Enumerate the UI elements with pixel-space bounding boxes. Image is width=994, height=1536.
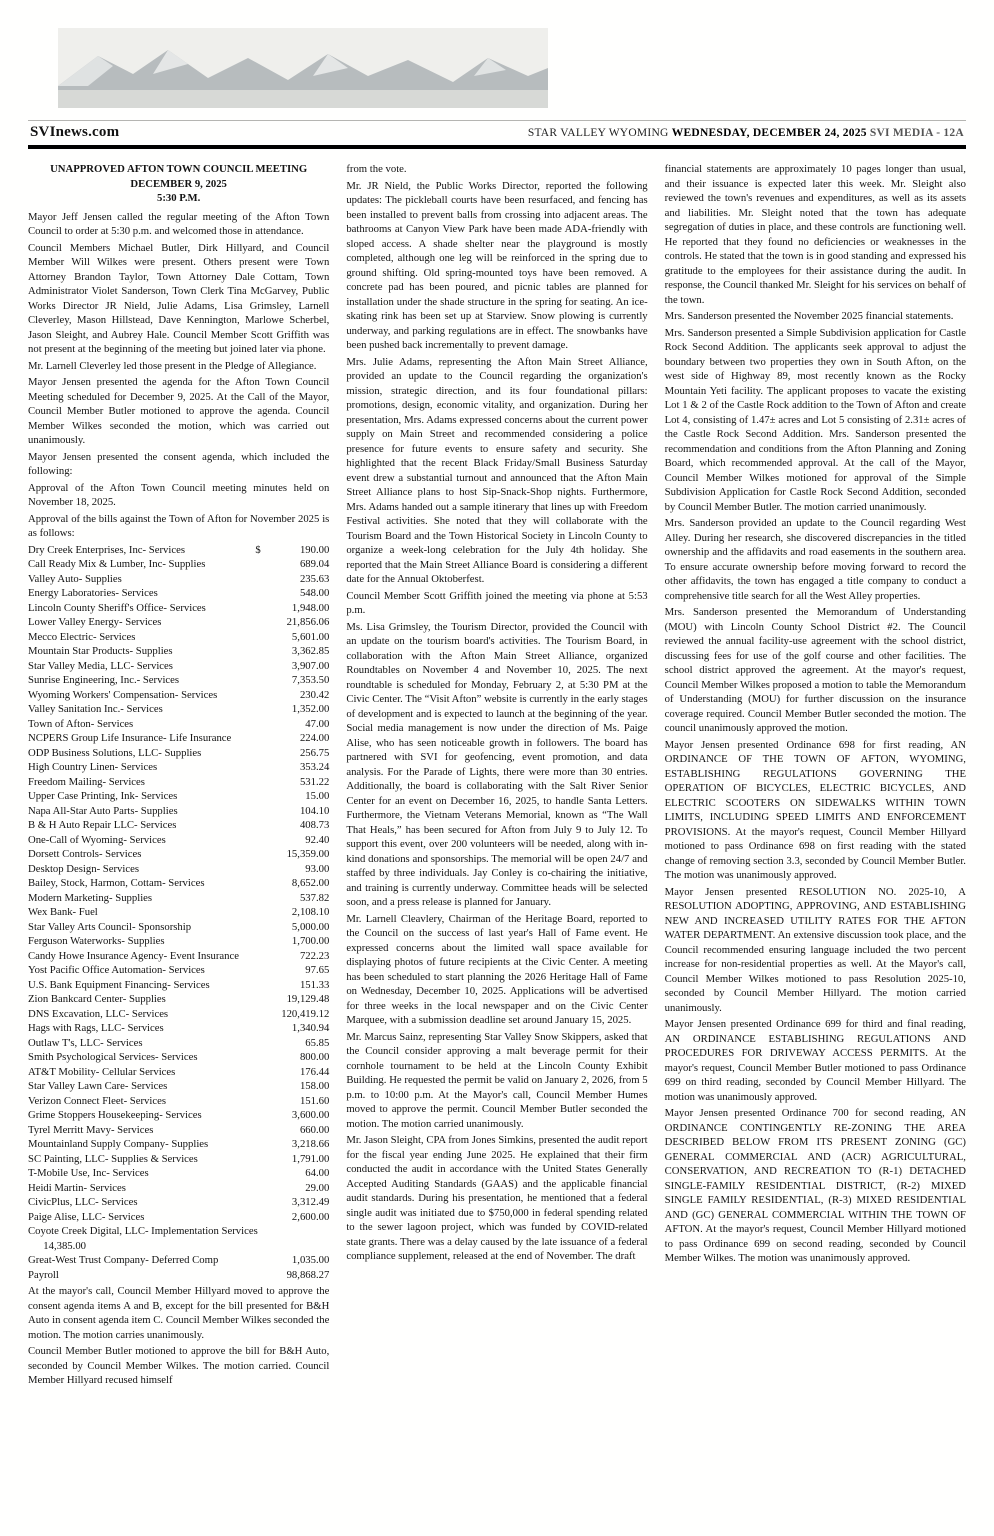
paragraph: Mr. Larnell Cleverley led those present in the Pledge of Allegiance. — [28, 359, 317, 372]
bill-name: Star Valley Lawn Care- Services — [28, 1080, 168, 1092]
article-body — [28, 162, 966, 1390]
bill-row — [28, 717, 329, 732]
bill-name: Dorsett Controls- Services — [28, 848, 142, 860]
subheader-bar — [28, 120, 966, 149]
bill-row — [28, 601, 329, 616]
bill-row — [28, 1007, 329, 1022]
paragraph: Council Members Michael Butler, Dirk Hillyard, and Council Member Will Wilkes were present. Others present were Town Attorney Brandon Taylor, Town Attorney Dale Cottam, Town Administrator Violet Sanderson, Town Clerk Tina McGarvey, Public Works Director JR Nield, Julie Adams, Lisa Grimsley, Larnell Cleverley, Mason Hillstead, Dave Kennington, Marlowe Scherbel, Jason Sleight, and Aubrey Hale. Council Member Scott Griffith was not present at the beginning of the meeting but joined later via phone. — [28, 241, 330, 355]
bill-amount: 689.04 — [299, 558, 330, 570]
bill-name: Great-West Trust Company- Deferred Comp — [28, 1254, 219, 1266]
bill-name: NCPERS Group Life Insurance- Life Insurance — [28, 732, 232, 744]
bill-name: Mountain Star Products- Supplies — [28, 645, 173, 657]
bill-name: Tyrel Merritt Mavy- Services — [28, 1123, 154, 1136]
bill-amount: 120,419.12 — [281, 1007, 330, 1020]
bill-amount: 104.10 — [299, 804, 330, 817]
column-1 — [28, 162, 329, 1390]
bill-name: SC Painting, LLC- Supplies & Services — [28, 1152, 198, 1165]
bill-amount: 3,312.49 — [291, 1196, 330, 1208]
bill-name: B & H Auto Repair LLC- Services — [28, 819, 177, 831]
notice-heading-line: 5:30 P.M. — [157, 192, 201, 204]
paragraph: Mr. Marcus Sainz, representing Star Valley Snow Skippers, asked that the Council consider approving a malt beverage permit for their cornhole tournament to be held at the Lincoln County Exhibit Building. He requested the permit be valid on January 2, 2026, from 5 p.m. to 10:00 p.m. At the Mayor's call, Council Member Humes moved to approve the permit. Council Member Butler seconded the motion. The motion carried unanimously. — [346, 1030, 648, 1130]
paragraph: Approval of the bills against the Town of Afton for November 2025 is as follows: — [28, 512, 330, 539]
paragraph: At the mayor's call, Council Member Hillyard moved to approve the consent agenda items A and B, except for the bill presented for B&H Auto in consent agenda item C. Council Member Wilkes seconded the motion. The motion carries unanimously. — [28, 1285, 330, 1341]
bill-name: Freedom Mailing- Services — [28, 775, 145, 788]
bill-row — [28, 847, 329, 862]
bill-name: Verizon Connect Fleet- Services — [28, 1094, 167, 1107]
bill-name: Valley Auto- Supplies — [28, 572, 122, 585]
bill-row — [28, 644, 329, 659]
bill-name: Lincoln County Sheriff's Office- Services — [28, 601, 206, 614]
bill-name: Wex Bank- Fuel — [28, 906, 98, 918]
bill-name: Energy Laboratories- Services — [28, 587, 158, 599]
bill-amount: 800.00 — [299, 1051, 330, 1063]
bill-name: Upper Case Printing, Ink- Services — [28, 790, 178, 802]
notice-heading-line: UNAPPROVED AFTON TOWN COUNCIL MEETING — [50, 163, 308, 175]
paragraph: Council Member Butler motioned to approve the bill for B&H Auto, seconded by Council Member Wilkes. The motion carried. Council Member Hillyard recused himself — [28, 1345, 330, 1386]
dateline-location: STAR VALLEY WYOMING — [527, 127, 669, 139]
bill-row — [28, 543, 329, 558]
bill-row — [28, 963, 329, 978]
bill-row — [28, 862, 329, 877]
bill-row — [28, 688, 329, 703]
bill-amount: 158.00 — [299, 1080, 330, 1092]
bill-row — [28, 1268, 329, 1283]
column-3 — [665, 162, 966, 1390]
paragraph: Mr. Larnell Cleavlery, Chairman of the Heritage Board, reported to the Council on the success of last year's Hall of Fame event. He expressed concerns about the limited wall space available for displaying photos of future recipients at the Civic Center. A meeting has been scheduled to start planning the 2026 Heritage Hall of Fame on Wednesday, December 10, 2025. Applications will be advertised for three weeks in the local newspaper and on the Civic Center Marquee, with a submission deadline set around January 15, 2025. — [346, 912, 648, 1026]
bill-row — [28, 1079, 329, 1094]
bill-amount: 353.24 — [299, 761, 330, 773]
bill-amount: 98,868.27 — [286, 1268, 330, 1281]
bill-amount: 722.23 — [299, 949, 330, 962]
bill-currency: $ — [255, 543, 261, 556]
bill-name: Candy Howe Insurance Agency- Event Insurance — [28, 949, 239, 962]
bill-amount: 14,385.00 — [43, 1239, 86, 1252]
bill-row — [28, 1166, 329, 1181]
paragraph: Mayor Jensen presented Ordinance 699 for third and final reading, AN ORDINANCE ESTABLISHING REGULATIONS AND PROCEDURES FOR DRIVEWAY ACCESS PERMITS. At the mayor's request, Council Member Butler motioned to pass Ordinance 699 on third reading, seconded by Council Member Hillyard. The motion was unanimously approved. — [664, 1018, 966, 1103]
bill-name: Dry Creek Enterprises, Inc- Services — [28, 543, 185, 556]
bill-amount: 224.00 — [299, 732, 330, 744]
bill-amount: 2,600.00 — [291, 1210, 330, 1223]
bill-row — [28, 833, 329, 848]
paragraph: Mrs. Sanderson presented the November 2025 financial statements. — [664, 310, 954, 322]
bill-amount: 21,856.06 — [286, 616, 330, 628]
bill-row — [28, 1123, 329, 1138]
bill-row — [28, 659, 329, 674]
bill-row — [28, 1108, 329, 1123]
paragraph: Mr. JR Nield, the Public Works Director, reported the following updates: The pickleball courts have been resurfaced, and fencing has been installed to prevent balls from crossing into adjacent areas. The bathrooms at Canyon View Park have been made ADA-friendly with sloped access. A shade shelter near the playground is mostly completed, although one leg will be reinforced in the spring due to ground shifting. Old spring-mounted toys have been removed. A concrete pad has been poured, and picnic tables are planned for installation under the shade structure in the spring for seating. An ice-skating rink has been set up at Starview. Snow plowing is currently underway, and parking regulations are in effect. The snowbanks have been pushed back incrementally to prevent damage. — [346, 179, 648, 351]
bill-amount: 3,600.00 — [291, 1109, 330, 1121]
bill-row — [28, 572, 329, 587]
bill-row — [28, 891, 329, 906]
bill-amount: 15,359.00 — [286, 848, 330, 860]
bill-row — [28, 876, 329, 891]
bill-row — [28, 1253, 329, 1268]
bill-row — [28, 789, 329, 804]
bill-amount: 1,340.94 — [291, 1022, 330, 1034]
bill-amount: 230.42 — [299, 688, 330, 701]
bill-amount: 29.00 — [305, 1181, 330, 1194]
bill-amount: 19,129.48 — [286, 993, 330, 1005]
bill-name: AT&T Mobility- Cellular Services — [28, 1065, 176, 1078]
bill-amount: 256.75 — [299, 746, 330, 759]
bill-name: Grime Stoppers Housekeeping- Services — [28, 1109, 202, 1121]
col1-paragraphs — [28, 210, 329, 541]
bill-amount: 1,791.00 — [291, 1152, 330, 1165]
bill-amount: 8,652.00 — [291, 877, 330, 889]
bill-name: Outlaw T's, LLC- Services — [28, 1036, 143, 1049]
paragraph: Approval of the Afton Town Council meeting minutes held on November 18, 2025. — [28, 481, 330, 508]
paragraph: Mayor Jensen presented the agenda for the Afton Town Council Meeting scheduled for December 9, 2025. At the Call of the Mayor, Council Member Butler motioned to approve the agenda. Council Member Wilkes seconded the motion, which was carried out unanimously. — [28, 376, 330, 446]
bill-name: Smith Psychological Services- Services — [28, 1051, 198, 1063]
bill-row — [28, 1050, 329, 1065]
bill-amount: 531.22 — [299, 775, 330, 788]
col2-paragraphs — [346, 162, 647, 1264]
bill-row — [28, 949, 329, 964]
bills-table — [28, 543, 329, 1283]
bill-name: Ferguson Waterworks- Supplies — [28, 935, 165, 947]
bill-name: Payroll — [28, 1268, 59, 1281]
dateline-date: WEDNESDAY, DECEMBER 24, 2025 — [671, 127, 867, 139]
bill-name: Star Valley Arts Council- Sponsorship — [28, 920, 192, 933]
site-name: SVInews.com — [30, 124, 120, 140]
mountain-photo-image — [58, 28, 548, 108]
bill-amount: 1,948.00 — [291, 601, 330, 614]
bill-row — [28, 1021, 329, 1036]
bill-name: Mountainland Supply Company- Supplies — [28, 1138, 209, 1150]
bill-row — [28, 978, 329, 993]
bill-row — [28, 1181, 329, 1196]
bill-name: DNS Excavation, LLC- Services — [28, 1007, 169, 1020]
bill-row — [28, 557, 329, 572]
edition-label: SVI MEDIA - 12A — [869, 127, 964, 139]
bill-row — [28, 702, 329, 717]
bill-amount: 176.44 — [299, 1065, 330, 1078]
bill-row — [28, 775, 329, 790]
bill-name: Mecco Electric- Services — [28, 630, 136, 643]
col3-paragraphs — [665, 162, 966, 1266]
paragraph: Mayor Jensen presented the consent agenda, which included the following: — [28, 450, 330, 477]
bill-name: Zion Bankcard Center- Supplies — [28, 993, 166, 1005]
bill-amount: 3,907.00 — [291, 659, 330, 672]
paragraph: Mr. Jason Sleight, CPA from Jones Simkins, presented the audit report for the fiscal year ending June 2025. He explained that their firm conducted the audit in accordance with the United States Generally Accepted Auditing Standards (GAAS) and the applicable financial audit standards. During his presentation, he mentioned that a federal single audit was initiated due to $750,000 in federal spending related to the sewer lagoon project, which was funded by COVID-related state grants. There was a delay caused by the late issuance of a federal compliance supplement, released at the end of November. The draft — [346, 1134, 648, 1262]
bill-name: U.S. Bank Equipment Financing- Services — [28, 978, 210, 991]
mountain-photo — [58, 28, 548, 108]
bill-amount: 7,353.50 — [291, 674, 330, 686]
bill-row — [28, 1094, 329, 1109]
bill-amount: 3,218.66 — [291, 1138, 330, 1150]
bill-row — [28, 920, 329, 935]
bill-amount: 65.85 — [305, 1036, 330, 1049]
bill-row — [28, 818, 329, 833]
bill-name: Sunrise Engineering, Inc.- Services — [28, 674, 180, 686]
paragraph: from the vote. — [346, 163, 407, 175]
bill-name: One-Call of Wyoming- Services — [28, 833, 166, 846]
bill-name: CivicPlus, LLC- Services — [28, 1196, 138, 1208]
bill-row — [28, 1137, 329, 1152]
paragraph: financial statements are approximately 10 pages longer than usual, and their issuance is expected later this week. Mr. Sleight also reviewed the town's revenues and expenditures, as well as its assets and liabilities. Mr. Sleight noted that the town has adequate segregation of duties in place, and these controls are functioning well. He reported that they found no deficiencies or weaknesses in the controls. He stated that the town is in good standing and expressed his gratitude to the employees for their assistance during the audit. In response, the Council thanked Mr. Sleight for his services on behalf of the town. — [664, 163, 966, 306]
notice-heading — [28, 162, 329, 206]
bill-row — [28, 1210, 329, 1225]
bill-amount: 5,000.00 — [291, 920, 330, 933]
bill-name: Paige Alise, LLC- Services — [28, 1210, 145, 1223]
bill-amount: 47.00 — [305, 717, 330, 730]
bill-name: Call Ready Mix & Lumber, Inc- Supplies — [28, 558, 206, 570]
paragraph: Mrs. Julie Adams, representing the Afton Main Street Alliance, provided an update to the Council regarding the organization's mission, strategic direction, and its four foundational pillars: promotions, design, economic vitality, and organization. During her presentation, Mrs. Adams expressed concerns about the current power supply on Main Street and recommended considering a police presence for future events to ensure safety and security. She highlighted that the recent Black Friday/Small Business Saturday event drew a substantial turnout and announced that the Afton Main Street Alliance plans to host Sip-Snack-Shop nights. Furthermore, Mrs. Adams handed out a sample itinerary that lines up with Freedom Festival activities. She noted that they will collaborate with the Tourism Board and the Town Historical Society in Lincoln County to organize a week-long celebration for the July 4th holiday. She reported that the Main Street Alliance Board is considering a different date for the Annual Oktoberfest. — [346, 355, 648, 585]
paragraph: Mayor Jensen presented RESOLUTION NO. 2025-10, A RESOLUTION ADOPTING, APPROVING, AND ESTABLISHING NEW AND INCREASED UTILITY RATES FOR THE AFTON WATER DEPARTMENT. An extensive discussion took place, and the Council recommended ensuring language included the two percent increase for non-residential properties as well. At the Mayor's call, Council Member Wilkes motioned to pass Resolution 2025-10, seconded by Council Member Hillyard. The motion carried unanimously. — [664, 885, 966, 1014]
bill-amount: 660.00 — [299, 1123, 330, 1136]
bill-name: Lower Valley Energy- Services — [28, 616, 162, 628]
bill-amount: 64.00 — [305, 1167, 330, 1179]
column-2 — [346, 162, 647, 1390]
bill-row — [28, 1036, 329, 1051]
bill-row — [28, 934, 329, 949]
bill-amount: 15.00 — [305, 790, 330, 802]
bill-row — [28, 1224, 329, 1253]
paragraph: Mayor Jensen presented Ordinance 698 for first reading, AN ORDINANCE OF THE TOWN OF AFTON, WYOMING, ESTABLISHING REGULATIONS GOVERNING THE OPERATION OF BICYCLES, ELECTRIC BICYCLES, AND ELECTRIC SCOOTERS ON SIDEWALKS WITHIN TOWN LIMITS, INCLUDING SPEED LIMITS AND ENFORCEMENT PROVISIONS. At the mayor's request, Council Member Hillyard motioned to pass Ordinance 698 on first reading with the stated change of removing section 3.3, seconded by Council Member Butler. The motion was unanimously approved. — [664, 738, 966, 881]
bill-amount: 97.65 — [305, 964, 330, 976]
bill-name: Wyoming Workers' Compensation- Services — [28, 688, 218, 701]
dateline — [528, 127, 964, 139]
bill-row — [28, 746, 329, 761]
bill-name: Desktop Design- Services — [28, 862, 140, 875]
bill-row — [28, 673, 329, 688]
bill-amount: 2,108.10 — [291, 906, 330, 918]
bill-amount: 408.73 — [299, 819, 330, 831]
bill-name: Yost Pacific Office Automation- Services — [28, 964, 205, 976]
bill-row — [28, 760, 329, 775]
bill-name: High Country Linen- Services — [28, 761, 158, 773]
masthead — [58, 26, 578, 114]
notice-heading-line: DECEMBER 9, 2025 — [130, 177, 227, 190]
bill-amount: 5,601.00 — [291, 630, 330, 643]
bill-name: Town of Afton- Services — [28, 717, 134, 730]
bill-amount: 93.00 — [305, 862, 330, 875]
bill-name: Bailey, Stock, Harmon, Cottam- Services — [28, 877, 205, 889]
bill-amount: 151.60 — [299, 1094, 330, 1107]
paragraph: Mrs. Sanderson provided an update to the Council regarding West Alley. During her research, she discovered discrepancies in the titled ownership and the affidavits and road easements in the southern area. To ensure accurate ownership before moving forward to record the other affidavits, the town has engaged a title company to conduct a comprehensive title search for all the West Alley properties. — [664, 517, 966, 602]
paragraph: Mrs. Sanderson presented the Memorandum of Understanding (MOU) with Lincoln County School District #2. The Council reviewed the annual facility-use agreement with the school district, discussing fees for use of the golf course and other facilities. The school district approved the agreement. At the mayor's request, Council Member Wilkes proposed a motion to table the Memorandum of Understanding (MOU) for further discussion on the insurance coverage required. Council Member Butler seconded the motion. The council unanimously approved the motion. — [664, 606, 966, 734]
bill-name: Hags with Rags, LLC- Services — [28, 1022, 164, 1034]
bill-row — [28, 1065, 329, 1080]
bill-row — [28, 731, 329, 746]
bill-amount: 235.63 — [299, 572, 330, 585]
bill-amount: 1,035.00 — [291, 1254, 330, 1266]
bill-row — [28, 630, 329, 645]
bill-amount: 1,352.00 — [291, 703, 330, 715]
bill-name: Modern Marketing- Supplies — [28, 891, 153, 904]
col1-after-bills — [28, 1284, 329, 1388]
bill-name: Star Valley Media, LLC- Services — [28, 659, 173, 672]
paragraph: Ms. Lisa Grimsley, the Tourism Director, provided the Council with an update on the tourism board's activities. The Tourism Board, in collaboration with the Afton Main Street Alliance, organized Roundtables on November 4 and November 10, 2025. The next roundtable is scheduled for Monday, February 2, at 5:30 PM at the Civic Center. The “Visit Afton” website is currently in the early stages of development and is expected to launch at the beginning of the year. Social media management is now under the direction of Ms. Paige Alise, who has seen noticeable growth in followers. The board has partnered with SVI for geofencing, event promotion, and data analysis. For the Parade of Lights, there were more than 30 entries. Additionally, the board is collaborating with the Salt River Senior Center for an event on December 16, 2025, to handle Santa Letters. Furthermore, the Vietnam Veterans Memorial, known as “The Wall That Heals,” has been secured for Afton from July 9 to July 12. To support this event, over 200 volunteers will be needed, along with in-kind donations and sponsorships. The memorial will be open 24/7 and staffed by three individuals. Jay Conley is co-chairing the initiative, and training is currently underway. Committee heads will be selected soon, and a press release is planned for January. — [346, 620, 648, 908]
bill-name: Napa All-Star Auto Parts- Supplies — [28, 804, 178, 817]
bill-row — [28, 615, 329, 630]
bill-name: Heidi Martin- Services — [28, 1181, 126, 1194]
bill-name: Valley Sanitation Inc.- Services — [28, 703, 163, 715]
bill-name: Coyote Creek Digital, LLC- Implementation Services — [28, 1225, 258, 1237]
bill-amount: 92.40 — [305, 833, 330, 846]
bill-row — [28, 1152, 329, 1167]
bill-row — [28, 804, 329, 819]
bill-amount: 190.00 — [299, 543, 330, 556]
bill-amount: 548.00 — [299, 587, 330, 599]
bill-name: ODP Business Solutions, LLC- Supplies — [28, 746, 202, 759]
bill-row — [28, 992, 329, 1007]
bill-amount: 3,362.85 — [291, 645, 330, 657]
bill-amount: 537.82 — [299, 891, 330, 904]
bill-amount: 1,700.00 — [291, 935, 330, 947]
paragraph: Council Member Scott Griffith joined the meeting via phone at 5:53 p.m. — [346, 589, 648, 616]
paragraph: Mayor Jensen presented Ordinance 700 for second reading, AN ORDINANCE CONTINGENTLY RE-ZONING THE AREA DESCRIBED BELOW FROM ITS PRESENT ZONING (GC) GENERAL COMMERCIAL AND (ACR) AGRICULTURAL, CONSERVATION, AND RECREATION TO (R-1) DETACHED SINGLE-FAMILY RESIDENTIAL DISTRICT, (R-2) MIXED SINGLE FAMILY RESIDENTIAL, (R-3) MIXED RESIDENTIAL AND (GC) GENERAL COMMERCIAL WITHIN THE TOWN OF AFTON. At the mayor's request, Council Member Hillyard motioned to pass Ordinance 699 on second reading, seconded by Council Member Wilkes. The motion was unanimously approved. — [664, 1107, 966, 1264]
bill-row — [28, 905, 329, 920]
bill-name: T-Mobile Use, Inc- Services — [28, 1167, 149, 1179]
paragraph: Mayor Jeff Jensen called the regular meeting of the Afton Town Council to order at 5:30 p.m. and welcomed those in attendance. — [28, 210, 330, 237]
bill-amount: 151.33 — [299, 978, 330, 991]
bill-row — [28, 1195, 329, 1210]
bill-row — [28, 586, 329, 601]
paragraph: Mrs. Sanderson presented a Simple Subdivision application for Castle Rock Second Addition. The applicants seek approval to adjust the boundary between two properties they own in South Afton, on the west side of Highway 89, most recently known as the Rocky Mountain Yeti facility. The applicant proposes to vacate the existing Lot 1 & 2 of the Castle Rock addition to the Town of Afton and create Lot 4, consisting of 1.47± acres and Lot 5 consisting of 2.31± acres of the Castle Rock Second Addition. Mrs. Sanderson presented the recommendation and conditions from the Afton Planning and Zoning Board, which recommended approval. At the call of the Mayor, Council Member Wilkes motioned for approval of the Simple Subdivision Application for Castle Rock Second Addition, seconded by Council Member Butler. The motion carried unanimously. — [664, 326, 966, 513]
